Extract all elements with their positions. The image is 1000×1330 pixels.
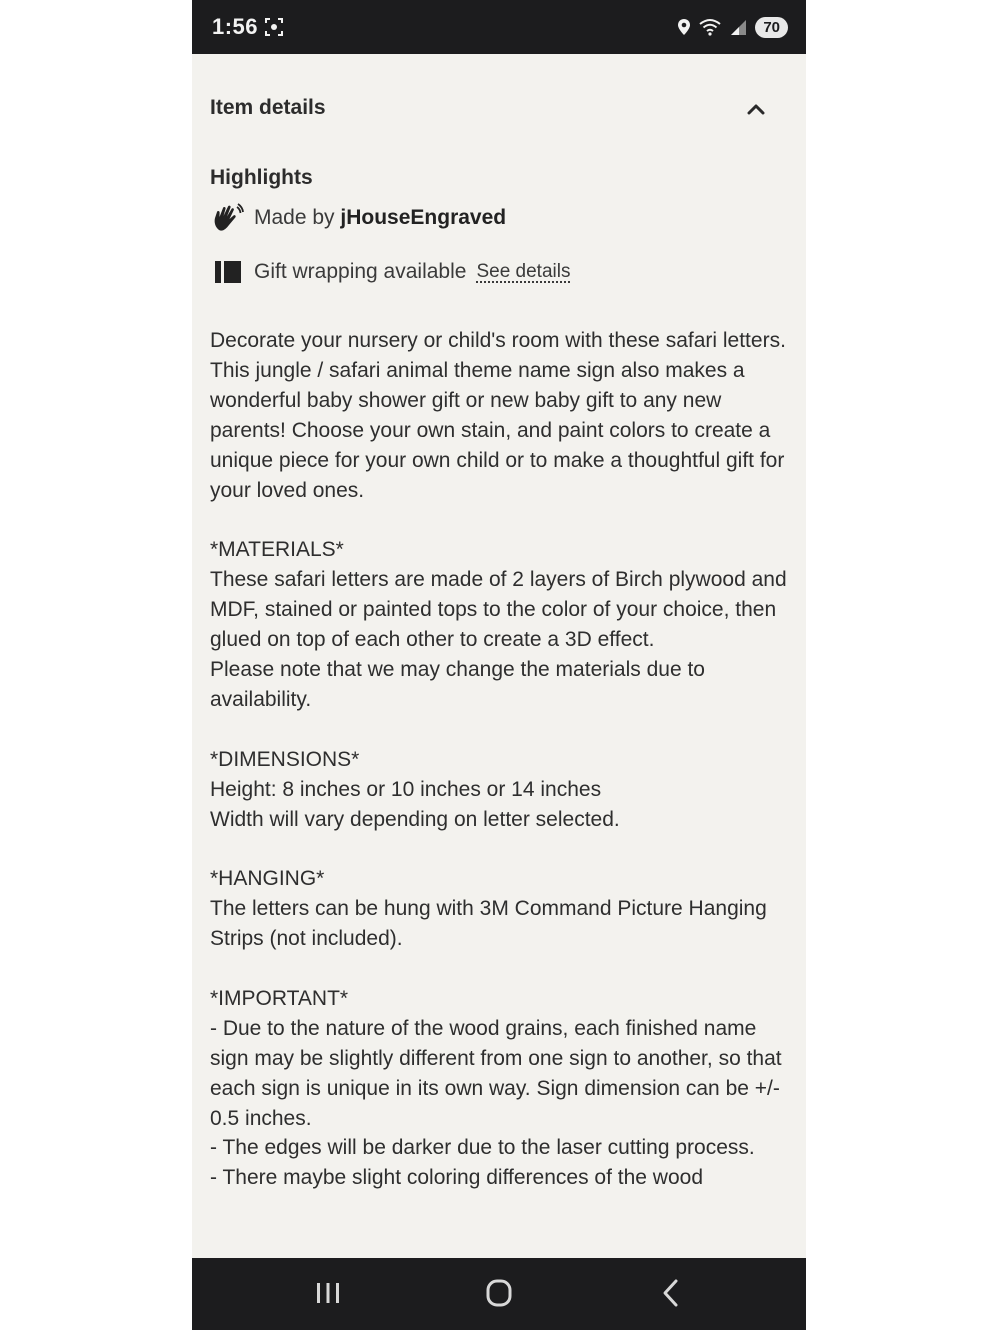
recent-apps-icon[interactable] xyxy=(308,1278,348,1308)
made-by-label: Made by xyxy=(254,206,341,229)
phone-screen xyxy=(192,0,806,1330)
gift-wrap-label: Gift wrapping available xyxy=(254,260,467,283)
item-details-header[interactable] xyxy=(210,94,788,126)
battery-icon: 70 xyxy=(755,17,788,38)
back-icon[interactable] xyxy=(652,1278,692,1308)
see-details-link[interactable]: See details xyxy=(476,261,571,282)
wifi-icon xyxy=(699,18,721,36)
shop-name-link[interactable]: jHouseEngraved xyxy=(340,206,507,229)
chevron-up-icon[interactable] xyxy=(746,102,766,116)
status-time: 1:56 xyxy=(212,14,259,39)
highlights-title: Highlights xyxy=(210,166,313,189)
gift-wrap-icon xyxy=(210,257,244,287)
gift-wrap-row xyxy=(210,256,788,288)
item-description: Decorate your nursery or child's room with these safari letters. This jungle / safari animal theme name sign also makes a wonderful baby shower gift or new baby gift to any new parents! Choose your own stain, and paint colors to create a unique piece for your own child or to make a thoughtful gift for your loved ones. *MATERIALS* These safari letters are made of 2 layers of Birch plywood and MDF, stained or painted tops to the color of your choice, then glued on top of each other to create a 3D effect. Please note that we may change the materials due to availability. *DIMENSIONS* Height: 8 inches or 10 inches or 14 inches Width will vary depending on letter selected. *HANGING* The letters can be hung with 3M Command Picture Hanging Strips (not included). *IMPORTANT* - Due to the nature of the wood grains, each finished name sign may be slightly different from one sign to another, so that each sign is unique in its own way. Sign dimension can be +/- 0.5 inches. - The edges will be darker due to the laser cutting process. - There maybe slight coloring differences of the wood xyxy=(210,329,787,1190)
screenshot-icon xyxy=(265,18,283,36)
home-icon[interactable] xyxy=(479,1278,519,1308)
hand-wave-icon xyxy=(210,203,244,233)
navigation-bar xyxy=(192,1258,806,1330)
location-icon xyxy=(677,18,691,36)
status-icons xyxy=(677,15,788,39)
status-bar xyxy=(192,0,806,54)
signal-icon xyxy=(729,18,747,36)
made-by-row xyxy=(210,202,788,234)
section-title: Item details xyxy=(210,96,326,119)
